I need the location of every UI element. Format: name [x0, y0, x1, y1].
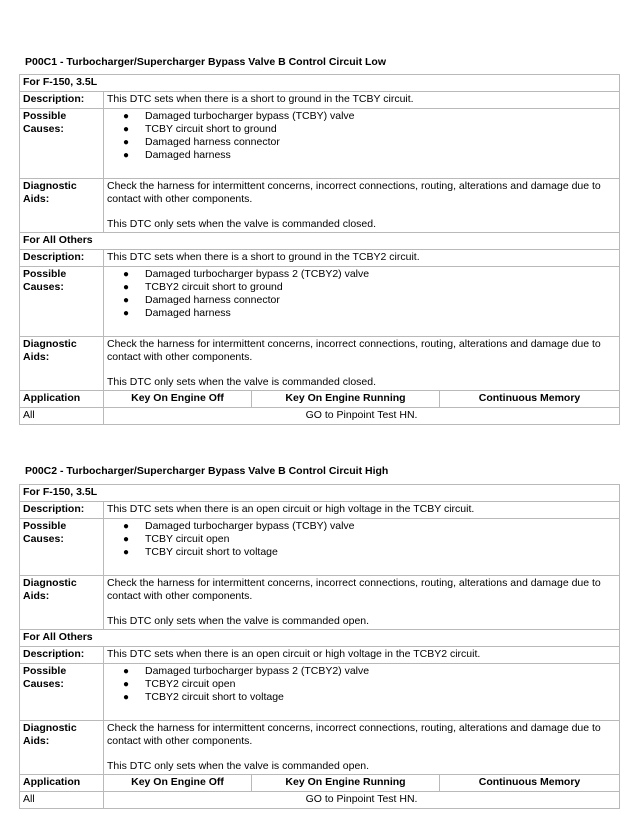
- bullet-icon: ●: [123, 282, 130, 293]
- aids-label: Diagnostic Aids:: [20, 721, 104, 775]
- description-text: This DTC sets when there is an open circuit or high voltage in the TCBY2 circuit.: [104, 647, 620, 664]
- list-item: ● Damaged turbocharger bypass 2 (TCBY2) valve: [123, 665, 370, 677]
- list-item: ● Damaged harness: [123, 149, 231, 161]
- causes-cell: [104, 519, 620, 576]
- section-header: For All Others: [20, 630, 620, 647]
- koeo-header: Key On Engine Off: [104, 775, 252, 792]
- application-header: Application: [20, 775, 104, 792]
- koeo-header: Key On Engine Off: [104, 391, 252, 408]
- bullet-icon: ●: [123, 111, 130, 122]
- bullet-icon: ●: [123, 269, 130, 280]
- bullet-icon: ●: [123, 137, 130, 148]
- list-item: ● TCBY2 circuit short to voltage: [123, 691, 284, 703]
- application-value: All: [20, 408, 104, 425]
- causes-cell: [104, 109, 620, 179]
- list-item: ● Damaged harness: [123, 307, 231, 319]
- description-label: Description:: [20, 92, 104, 109]
- continuous-memory-header: Continuous Memory: [440, 391, 620, 408]
- dtc-title: P00C1 - Turbocharger/Supercharger Bypass Valve B Control Circuit Low: [25, 56, 386, 68]
- section-header: For F-150, 3.5L: [20, 75, 620, 92]
- bullet-icon: ●: [123, 308, 130, 319]
- causes-cell: [104, 664, 620, 721]
- bullet-icon: ●: [123, 666, 130, 677]
- aids-label: Diagnostic Aids:: [20, 337, 104, 391]
- list-item: ● TCBY circuit short to ground: [123, 123, 277, 135]
- list-item: ● TCBY circuit open: [123, 533, 230, 545]
- koer-header: Key On Engine Running: [252, 775, 440, 792]
- bullet-icon: ●: [123, 150, 130, 161]
- bullet-icon: ●: [123, 521, 130, 532]
- section-header: For All Others: [20, 233, 620, 250]
- bullet-icon: ●: [123, 124, 130, 135]
- list-item: ● Damaged harness connector: [123, 294, 280, 306]
- application-header: Application: [20, 391, 104, 408]
- list-item: ● Damaged turbocharger bypass (TCBY) valve: [123, 110, 355, 122]
- description-text: This DTC sets when there is an open circuit or high voltage in the TCBY circuit.: [104, 502, 620, 519]
- application-value: All: [20, 792, 104, 809]
- description-text: This DTC sets when there is a short to ground in the TCBY2 circuit.: [104, 250, 620, 267]
- pinpoint-test-link: GO to Pinpoint Test HN.: [104, 408, 620, 425]
- dtc-title: P00C2 - Turbocharger/Supercharger Bypass Valve B Control Circuit High: [25, 465, 389, 477]
- causes-cell: [104, 267, 620, 337]
- section-header: For F-150, 3.5L: [20, 485, 620, 502]
- list-item: ● Damaged turbocharger bypass (TCBY) valve: [123, 520, 355, 532]
- list-item: ● TCBY2 circuit open: [123, 678, 236, 690]
- dtc-table: [19, 484, 620, 809]
- bullet-icon: ●: [123, 295, 130, 306]
- causes-label: Possible Causes:: [20, 267, 104, 337]
- description-text: This DTC sets when there is a short to ground in the TCBY circuit.: [104, 92, 620, 109]
- bullet-icon: ●: [123, 692, 130, 703]
- causes-label: Possible Causes:: [20, 109, 104, 179]
- aids-text: Check the harness for intermittent concerns, incorrect connections, routing, alterations and damage due to contact with other components. This DTC only sets when the valve is commanded open.: [104, 721, 620, 775]
- koer-header: Key On Engine Running: [252, 391, 440, 408]
- bullet-icon: ●: [123, 534, 130, 545]
- bullet-icon: ●: [123, 547, 130, 558]
- aids-label: Diagnostic Aids:: [20, 179, 104, 233]
- pinpoint-test-link: GO to Pinpoint Test HN.: [104, 792, 620, 809]
- causes-label: Possible Causes:: [20, 664, 104, 721]
- list-item: ● Damaged turbocharger bypass 2 (TCBY2) valve: [123, 268, 370, 280]
- list-item: ● TCBY circuit short to voltage: [123, 546, 278, 558]
- aids-text: Check the harness for intermittent concerns, incorrect connections, routing, alterations and damage due to contact with other components. This DTC only sets when the valve is commanded closed.: [104, 179, 620, 233]
- aids-text: Check the harness for intermittent concerns, incorrect connections, routing, alterations and damage due to contact with other components. This DTC only sets when the valve is commanded open.: [104, 576, 620, 630]
- aids-text: Check the harness for intermittent concerns, incorrect connections, routing, alterations and damage due to contact with other components. This DTC only sets when the valve is commanded closed.: [104, 337, 620, 391]
- causes-label: Possible Causes:: [20, 519, 104, 576]
- description-label: Description:: [20, 502, 104, 519]
- aids-label: Diagnostic Aids:: [20, 576, 104, 630]
- list-item: ● Damaged harness connector: [123, 136, 280, 148]
- continuous-memory-header: Continuous Memory: [440, 775, 620, 792]
- description-label: Description:: [20, 250, 104, 267]
- dtc-table: [19, 74, 620, 425]
- description-label: Description:: [20, 647, 104, 664]
- bullet-icon: ●: [123, 679, 130, 690]
- list-item: ● TCBY2 circuit short to ground: [123, 281, 283, 293]
